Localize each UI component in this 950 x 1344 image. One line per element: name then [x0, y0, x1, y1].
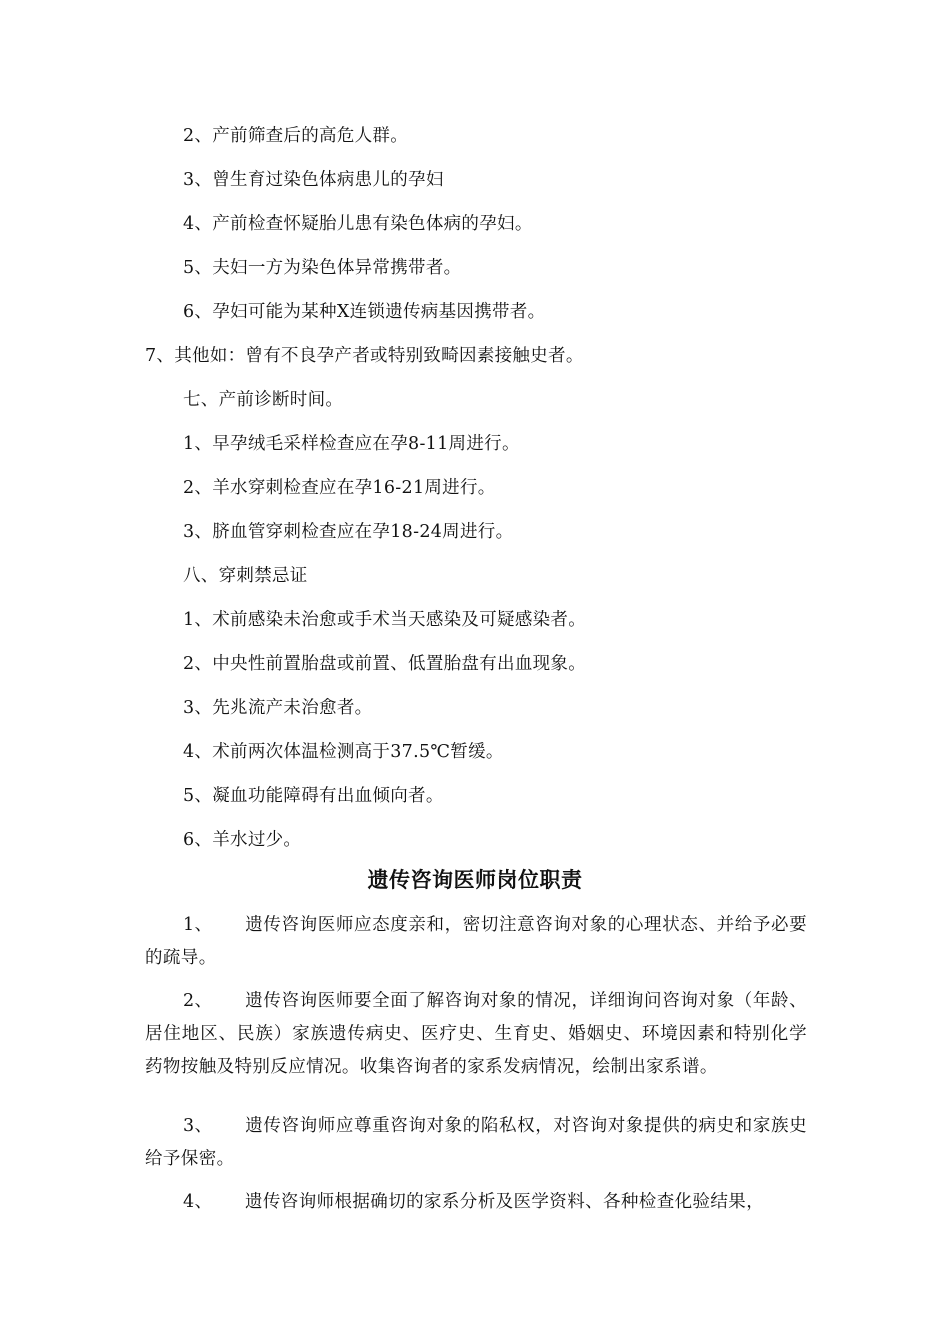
list-item: 2、中央性前置胎盘或前置、低置胎盘有出血现象。 [183, 654, 587, 674]
paragraph-number: 3、 [183, 1116, 213, 1136]
list-item: 6、孕妇可能为某种X连锁遗传病基因携带者。 [183, 302, 546, 322]
list-item: 3、先兆流产未治愈者。 [183, 698, 373, 718]
list-item: 2、羊水穿刺检查应在孕16-21周进行。 [183, 478, 496, 498]
list-item: 3、脐血管穿刺检查应在孕18-24周进行。 [183, 522, 514, 542]
list-item: 5、夫妇一方为染色体异常携带者。 [183, 258, 462, 278]
paragraph-text: 遗传咨询医师应态度亲和，密切注意咨询对象的心理状态、并给予必要的疏导。 [145, 915, 807, 968]
list-item: 4、产前检查怀疑胎儿患有染色体病的孕妇。 [183, 214, 533, 234]
list-item: 1、术前感染未治愈或手术当天感染及可疑感染者。 [183, 610, 587, 630]
duty-paragraph [145, 909, 807, 975]
list-item: 7、其他如：曾有不良孕产者或特别致畸因素接触史者。 [145, 346, 584, 366]
paragraph-text: 遗传咨询医师要全面了解咨询对象的情况，详细询问咨询对象（年龄、居住地区、民族）家族遗传病史、医疗史、生育史、婚姻史、环境因素和特别化学药物按触及特别反应情况。收集咨询者的家系发病情况，绘制出家系谱。 [145, 991, 807, 1077]
section-heading: 八、穿刺禁忌证 [183, 566, 308, 586]
list-item: 2、产前筛查后的高危人群。 [183, 126, 409, 146]
paragraph-number: 4、 [183, 1192, 213, 1212]
duty-paragraph [145, 1186, 807, 1219]
section-heading: 七、产前诊断时间。 [183, 390, 344, 410]
paragraph-text: 遗传咨询师应尊重咨询对象的陷私权，对咨询对象提供的病史和家族史给予保密。 [145, 1116, 807, 1169]
list-item: 6、羊水过少。 [183, 830, 302, 850]
list-item: 5、凝血功能障碍有出血倾向者。 [183, 786, 444, 806]
list-item: 3、曾生育过染色体病患儿的孕妇 [183, 170, 444, 190]
paragraph-number: 2、 [183, 991, 213, 1011]
paragraph-text: 遗传咨询师根据确切的家系分析及医学资料、各种检查化验结果， [245, 1192, 765, 1212]
list-item: 1、早孕绒毛采样检查应在孕8-11周进行。 [183, 434, 520, 454]
paragraph-number: 1、 [183, 915, 213, 935]
duty-paragraph [145, 985, 807, 1084]
list-item: 4、术前两次体温检测高于37.5℃暂缓。 [183, 742, 504, 762]
duty-paragraph [145, 1110, 807, 1176]
page-title: 遗传咨询医师岗位职责 [367, 867, 583, 892]
